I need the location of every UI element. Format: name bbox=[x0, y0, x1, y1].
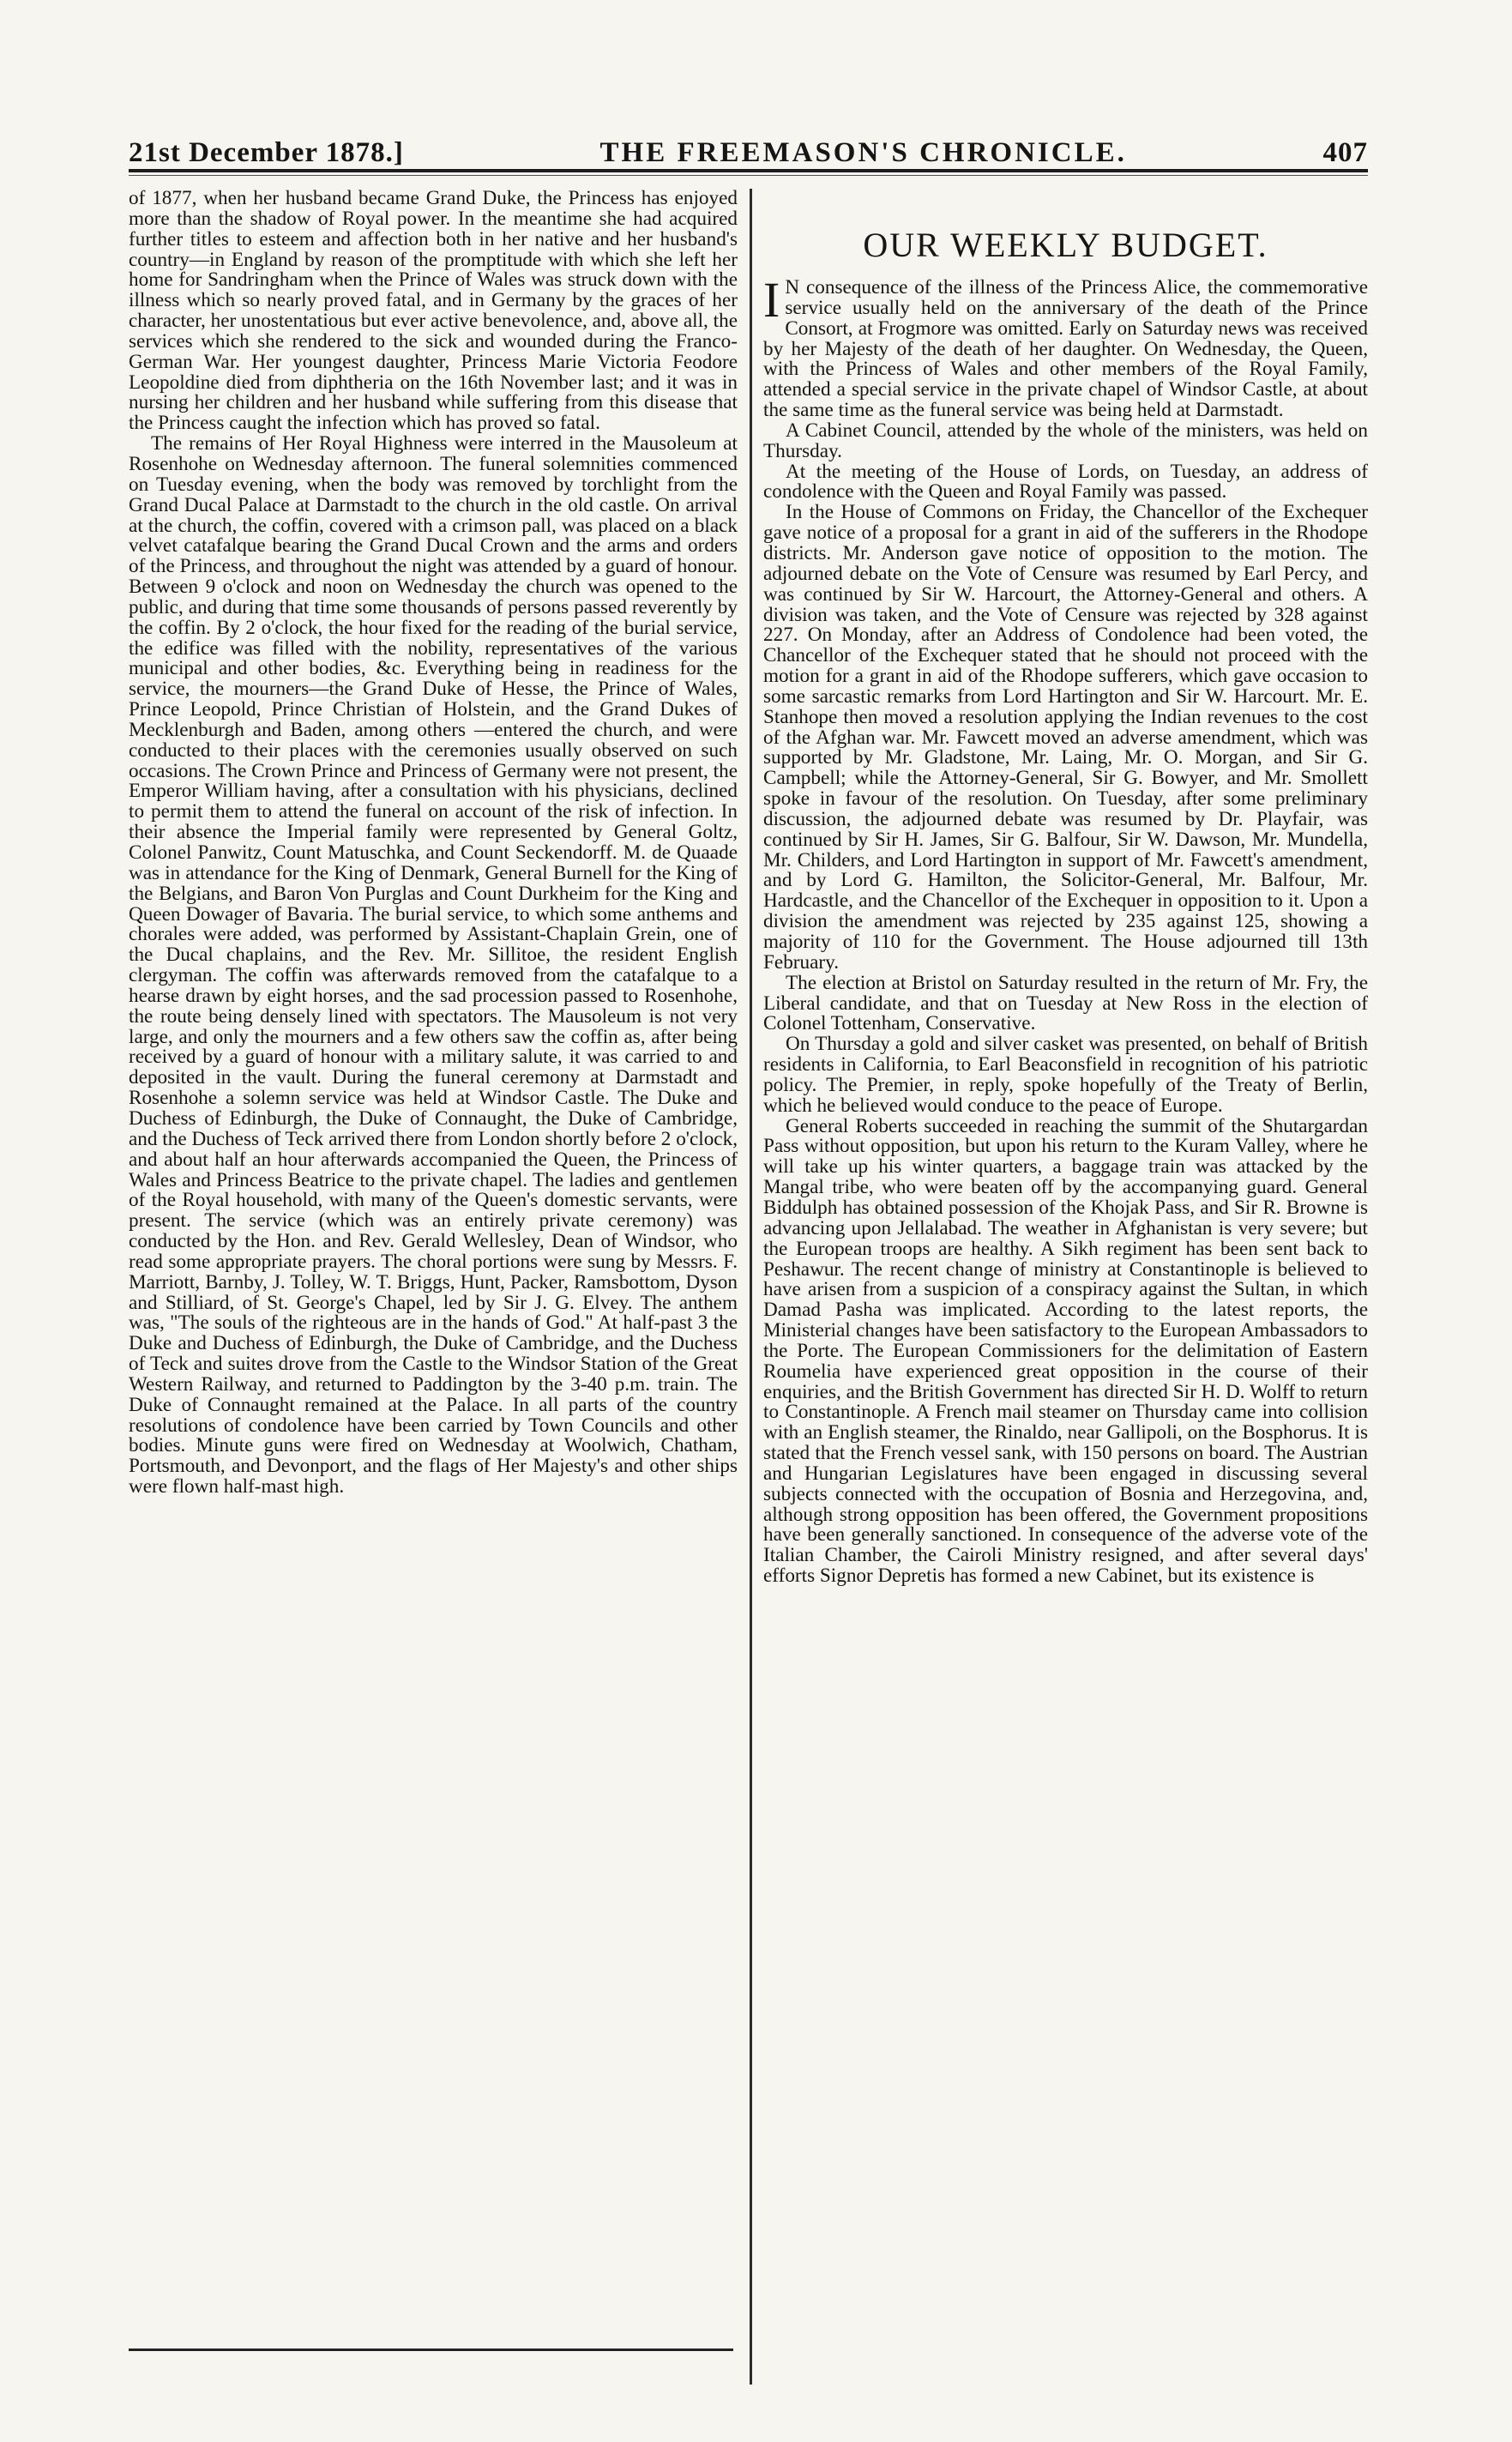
header-rule bbox=[129, 169, 1368, 172]
article-paragraph: The remains of Her Royal Highness were interred in the Mausoleum at Rosenhohe on Wednesday afternoon. The funeral solemnities commenced on Tuesday evening, when the body was removed by torchlight from the Grand Ducal Palace at Darmstadt to the church in the old castle. On arrival at the church, the coffin, covered with a crimson pall, was placed on a black velvet catafalque bearing the Grand Ducal Crown and the arms and orders of the Princess, and throughout the night was attended by a guard of honour. Between 9 o'clock and noon on Wednesday the church was opened to the public, and during that time some thousands of persons passed reverently by the coffin. By 2 o'clock, the hour fixed for the reading of the burial service, the edifice was filled with the nobility, representatives of the various municipal and other bodies, &c. Everything being in readiness for the service, the mourners—the Grand Duke of Hesse, the Prince of Wales, Prince Leopold, Prince Christian of Holstein, and the Grand Dukes of Mecklenburgh and Baden, among others —entered the church, and were conducted to their places with the ceremonies usually observed on such occasions. The Crown Prince and Princess of Germany were not present, the Emperor William having, after a consultation with his physicians, declined to permit them to attend the funeral on account of the risk of infection. In their absence the Imperial family were represented by General Goltz, Colonel Panwitz, Count Matuschka, and Count Seckendorff. M. de Quaade was in attendance for the King of Denmark, General Burnell for the King of the Belgians, and Baron Von Purglas and Count Durkheim for the King and Queen Dowager of Bavaria. The burial service, to which some anthems and chorales were added, was performed by Assistant-Chaplain Grein, one of the Ducal chaplains, and the Rev. Mr. Sillitoe, the resident English clergyman. The coffin was afterwards removed from the catafalque to a hearse drawn by eight horses, and the sad procession passed to Rosenhohe, the route being densely lined with spectators. The Mausoleum is not very large, and only the mourners and a few others saw the coffin as, after being received by a guard of honour with a military salute, it was carried to and deposited in the vault. During the funeral ceremony at Darmstadt and Rosenhohe a solemn service was held at Windsor Castle. The Duke and Duchess of Edinburgh, the Duke of Connaught, the Duke of Cambridge, and the Duchess of Teck arrived there from London shortly before 2 o'clock, and about half an hour afterwards accompanied the Queen, the Princess of Wales and Princess Beatrice to the private chapel. The ladies and gentlemen of the Royal household, with many of the Queen's domestic servants, were present. The service (which was an entirely private ceremony) was conducted by the Hon. and Rev. Gerald Wellesley, Dean of Windsor, who read some appropriate prayers. The choral portions were sung by Messrs. F. Marriott, Barnby, J. Tolley, W. T. Briggs, Hunt, Packer, Ramsbottom, Dyson and Stilliard, of St. George's Chapel, led by Sir J. G. Elvey. The anthem was, "The souls of the righteous are in the hands of God." At half-past 3 the Duke and Duchess of Edinburgh, the Duke of Cambridge, and the Duchess of Teck and suites drove from the Castle to the Windsor Station of the Great Western Railway, and returned to Paddington by the 3-40 p.m. train. The Duke of Connaught remained at the Palace. In all parts of the country resolutions of condolence have been carried by Town Councils and other bodies. Minute guns were fired on Wednesday at Woolwich, Chatham, Portsmouth, and Devonport, and the flags of Her Majesty's and other ships were flown half-mast high. bbox=[129, 432, 738, 1498]
article-paragraph: General Roberts succeeded in reaching the summit of the Shutargardan Pass without opposition, but upon his return to the Kuram Valley, where he will take up his winter quarters, a baggage train was attacked by the Mangal tribe, who were beaten off by the accompanying guard. General Biddulph has obtained possession of the Khojak Pass, and Sir R. Browne is advancing upon Jellalabad. The weather in Afghanistan is very severe; but the European troops are healthy. A Sikh regiment has been sent back to Peshawur. The recent change of ministry at Constantinople is believed to have arisen from a suspicion of a conspiracy against the Sultan, in which Damad Pasha was implicated. According to the latest reports, the Ministerial changes have been satisfactory to the European Ambassadors to the Porte. The European Commissioners for the delimitation of Eastern Roumelia have experienced great opposition in the course of their enquiries, and the British Government has directed Sir H. D. Wolff to return to Constantinople. A French mail steamer on Thursday came into collision with an English steamer, the Rinaldo, near Gallipoli, on the Bosphorus. It is stated that the French vessel sank, with 150 persons on board. The Austrian and Hungarian Legislatures have been engaged in discussing several subjects connected with the occupation of Bosnia and Herzegovina, and, although strong opposition has been offered, the Government propositions have been generally sanctioned. In consequence of the adverse vote of the Italian Chamber, the Cairoli Ministry resigned, and after several days' efforts Signor Depretis has formed a new Cabinet, but its existence is bbox=[763, 1114, 1368, 1588]
article-paragraph: The election at Bristol on Saturday resulted in the return of Mr. Fry, the Liberal candidate, and that on Tuesday at New Ross in the election of Colonel Tottenham, Conservative. bbox=[763, 971, 1368, 1035]
issue-date: 21st December 1878.] bbox=[129, 137, 404, 168]
publication-title: THE FREEMASON'S CHRONICLE. bbox=[599, 137, 1127, 168]
lead-paragraph-text: N consequence of the illness of the Princess Alice, the commemorative service usually held on the anniversary of the death of the Prince Consort, at Frogmore was omitted. Early on Saturday news was received by her Majesty of the death of her daughter. On Wednesday, the Queen, with the Princess of Wales and other members of the Royal Family, attended a special service in the private chapel of Windsor Castle, at about the same time as the funeral service was being held at Darmstadt. bbox=[763, 276, 1368, 422]
article-paragraph: On Thursday a gold and silver casket was presented, on behalf of British residents in California, to Earl Beaconsfield in recognition of his patriotic policy. The Premier, in reply, spoke hopefully of the Treaty of Berlin, which he believed would conduce to the peace of Europe. bbox=[763, 1033, 1368, 1117]
running-head bbox=[129, 124, 1368, 169]
right-column bbox=[763, 189, 1368, 1587]
article-paragraph: At the meeting of the House of Lords, on Tuesday, an address of condolence with the Queen and Royal Family was passed. bbox=[763, 460, 1368, 503]
article-end-rule bbox=[129, 2349, 733, 2351]
article-paragraph: A Cabinet Council, attended by the whole of the ministers, was held on Thursday. bbox=[763, 419, 1368, 462]
left-column bbox=[129, 189, 738, 1498]
section-title: OUR WEEKLY BUDGET. bbox=[863, 226, 1268, 264]
drop-cap: I bbox=[763, 272, 780, 328]
header-rule-thin bbox=[129, 175, 1368, 176]
article-paragraph: of 1877, when her husband became Grand Duke, the Princess has enjoyed more than the shadow of Royal power. In the meantime she had acquired further titles to esteem and affection both in her native and her husband's country—in England by reason of the promptitude with which she left her home for Sandringham when the Prince of Wales was struck down with the illness which so nearly proved fatal, and in Germany by the graces of her character, her unostentatious but ever active benevolence, and, above all, the services which she rendered to the sick and wounded during the Franco-German War. Her youngest daughter, Princess Marie Victoria Feodore Leopoldine died from diphtheria on the 16th November last; and it was in nursing her children and her husband while suffering from this disease that the Princess caught the infection which has proved so fatal. bbox=[129, 187, 738, 435]
article-paragraph: In the House of Commons on Friday, the Chancellor of the Exchequer gave notice of a proposal for a grant in aid of the sufferers in the Rhodope districts. Mr. Anderson gave notice of opposition to the motion. The adjourned debate on the Vote of Censure was resumed by Earl Percy, and was continued by Sir W. Harcourt, the Attorney-General and others. A division was taken, and the Vote of Censure was rejected by 328 against 227. On Monday, after an Address of Condolence had been voted, the Chancellor of the Exchequer stated that he should not proceed with the motion for a grant in aid of the Rhodope sufferers, which gave occasion to some sarcastic remarks from Lord Hartington and Sir W. Harcourt. Mr. E. Stanhope then moved a resolution applying the Indian revenues to the cost of the Afghan war. Mr. Fawcett moved an adverse amendment, which was supported by Mr. Gladstone, Mr. Laing, Mr. O. Morgan, and Sir G. Campbell; while the Attorney-General, Sir G. Bowyer, and Mr. Smollett spoke in favour of the resolution. On Tuesday, after some preliminary discussion, the adjourned debate was resumed by Dr. Playfair, was continued by Sir H. James, Sir G. Balfour, Sir W. Dawson, Mr. Mundella, Mr. Childers, and Lord Hartington in support of Mr. Fawcett's amendment, and by Lord G. Hamilton, the Solicitor-General, Mr. Balfour, Mr. Hardcastle, and the Chancellor of the Exchequer in opposition to it. Upon a division the amendment was rejected by 235 against 125, showing a majority of 110 for the Government. The House adjourned till 13th February. bbox=[763, 501, 1368, 974]
page-number: 407 bbox=[1322, 137, 1368, 168]
column-rule bbox=[750, 189, 752, 2385]
article-paragraph-lead bbox=[763, 272, 1368, 422]
